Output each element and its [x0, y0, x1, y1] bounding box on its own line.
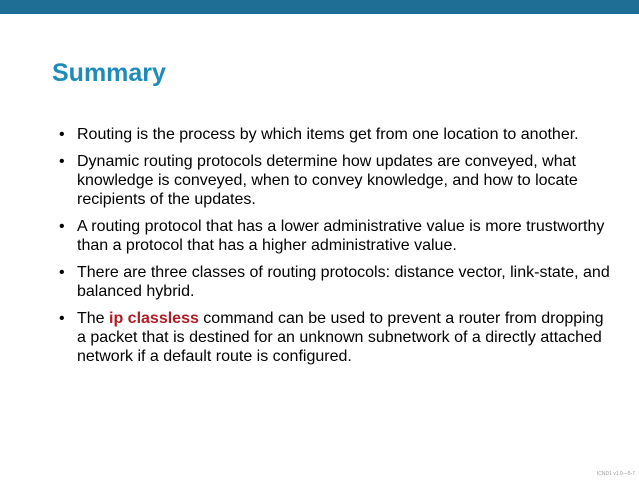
bullet-icon: •: [59, 264, 65, 281]
bullet-icon: •: [59, 218, 65, 235]
bullet-icon: •: [59, 310, 65, 327]
bullet-text-prefix: The: [77, 310, 110, 327]
bullet-text: A routing protocol that has a lower administrative value is more trustworthy than a protocol that has a higher administrative value.: [77, 218, 605, 254]
bullet-item: [59, 309, 611, 366]
bullet-text: Dynamic routing protocols determine how updates are conveyed, what knowledge is conveyed, when to convey knowledge, and how to locate recipients of the updates.: [77, 153, 578, 208]
bullet-item: [59, 217, 611, 255]
bullet-item: [59, 125, 611, 144]
top-bar: [0, 0, 639, 14]
bullet-list: [59, 125, 611, 374]
bullet-text: [77, 310, 604, 365]
bullet-icon: •: [59, 153, 65, 170]
bullet-text-suffix: command can be used to prevent a router from dropping a packet that is destined for an unknown subnetwork of a directly attached network if a default route is configured.: [77, 310, 604, 365]
bullet-item: [59, 263, 611, 301]
slide-footer: ICND1 v1.0—5-7: [596, 471, 635, 477]
bullet-text: There are three classes of routing protocols: distance vector, link-state, and balanced hybrid.: [77, 264, 610, 300]
command-keyword: ip classless: [109, 310, 199, 327]
bullet-icon: •: [59, 126, 65, 143]
slide-title: Summary: [52, 59, 166, 87]
bullet-item: [59, 152, 611, 209]
bullet-text: Routing is the process by which items get from one location to another.: [77, 126, 579, 143]
